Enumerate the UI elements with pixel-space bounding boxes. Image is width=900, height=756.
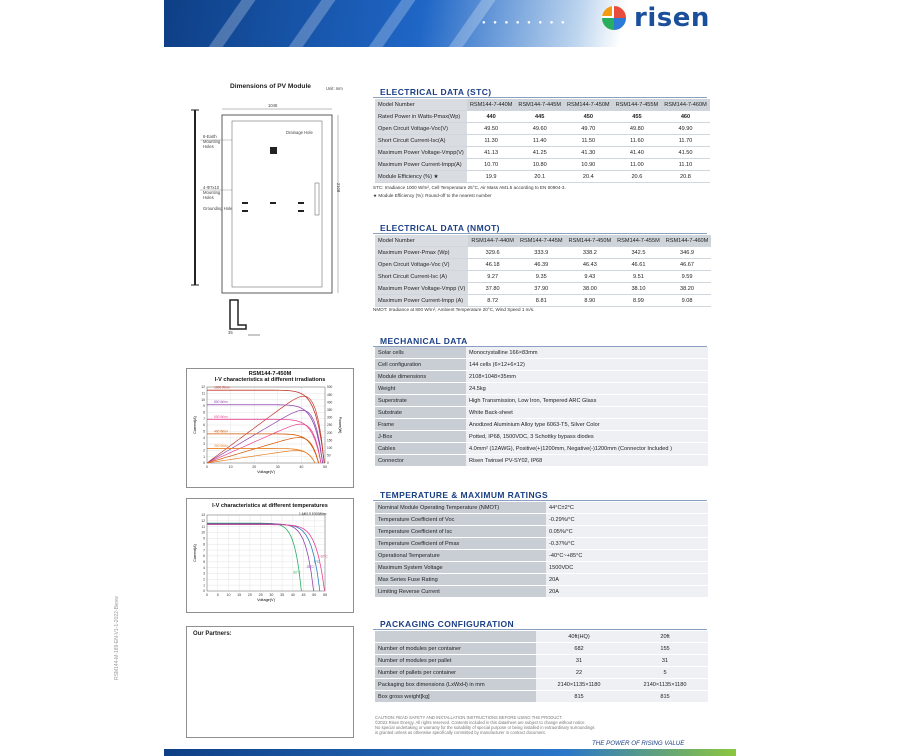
temperature-title: TEMPERATURE & MAXIMUM RATINGS (380, 490, 549, 500)
y-tick-label: 10 (201, 397, 205, 402)
row-value: 31 (622, 655, 708, 667)
table-row (375, 431, 708, 443)
row-label: Maximum Power Current-Impp(A) (375, 159, 467, 171)
row-value: 41.25 (515, 147, 564, 159)
row-label: Maximum Power Current-Impp (A) (375, 295, 468, 307)
table-header-row (375, 99, 710, 111)
caution-text (375, 715, 595, 735)
row-value: 455 (613, 111, 662, 123)
row-value: 9.35 (517, 271, 566, 283)
row-label: Number of modules per pallet (375, 655, 536, 667)
series-line (207, 524, 320, 591)
table-row (375, 586, 708, 598)
row-label: Temperature Coefficient of Isc (375, 526, 546, 538)
footer-bar (164, 749, 736, 756)
y2-tick-label: 250 (327, 423, 333, 428)
partners-box (186, 626, 354, 738)
row-value: 20A (546, 586, 708, 598)
row-value: 41.40 (613, 147, 662, 159)
y-tick-label: 9 (203, 536, 205, 541)
row-label: Maximum System Voltage (375, 562, 546, 574)
brand-logo (600, 3, 710, 33)
row-value: 445 (515, 111, 564, 123)
irradiation-chart-panel (186, 368, 354, 488)
chart1-subtitle: I-V characteristics at different irradiations (214, 377, 326, 383)
table-row (375, 643, 708, 655)
table-row (375, 455, 708, 467)
row-value: 11.40 (515, 135, 564, 147)
row-value: 31 (536, 655, 622, 667)
y-tick-label: 12 (201, 519, 205, 524)
row-label: Maximum Power Voltage-Vmpp(V) (375, 147, 467, 159)
series-annotation: -10°C (319, 554, 328, 559)
table-row (375, 443, 708, 455)
table-row (375, 574, 708, 586)
y-tick-label: 3 (203, 571, 205, 576)
caution-line: is granted unless as otherwise specifically committed by manufacturer in contract document. (375, 730, 546, 735)
table-row (375, 419, 708, 431)
row-value: High Transmission, Low Iron, Tempered ARC Glass (466, 395, 708, 407)
callout-drainage: Drainage Hole (286, 130, 313, 135)
row-value: 1500VDC (546, 562, 708, 574)
y-tick-label: 9 (203, 404, 205, 409)
y-tick-label: 7 (203, 548, 205, 553)
dot-row: ● ● ● ● ● ● ● ● (482, 20, 568, 26)
row-value: 9.51 (614, 271, 663, 283)
stc-table (375, 99, 710, 183)
row-value: 46.18 (468, 259, 517, 271)
row-label: Maximum Power-Pmax (Wp) (375, 247, 468, 259)
series-line (207, 525, 325, 591)
table-row (375, 259, 711, 271)
risen-logo-icon (600, 4, 628, 32)
series-annotation: 25°C (306, 565, 314, 570)
row-value: 38.10 (614, 283, 663, 295)
x-tick-label: 20 (247, 593, 252, 597)
row-label: Limiting Reverse Current (375, 586, 546, 598)
callout-earth-holes: 8-Earth Mounting Holes (203, 134, 221, 149)
row-value: -0.29%/°C (546, 514, 708, 526)
x-tick-label: 55 (323, 593, 327, 597)
row-value: 37.90 (517, 283, 566, 295)
row-value: Monocrystalline 166×83mm (466, 347, 708, 359)
row-label: Maximum Power Voltage-Vmpp (V) (375, 283, 468, 295)
row-value: 460 (661, 111, 710, 123)
row-value: 9.43 (566, 271, 615, 283)
row-label: Open Circuit Voltage-Voc(V) (375, 123, 467, 135)
temperature-chart (187, 509, 353, 609)
row-label: Packaging box dimensions (LxWxH) in mm (375, 679, 536, 691)
row-value: 8.72 (468, 295, 517, 307)
y2-tick-label: 150 (327, 438, 333, 443)
table-row (375, 283, 711, 295)
series-line (207, 523, 301, 591)
y-tick-label: 3 (203, 442, 205, 447)
row-label: Superstrate (375, 395, 466, 407)
row-label: Solar cells (375, 347, 466, 359)
temperature-table (375, 502, 708, 598)
table-row (375, 347, 708, 359)
y2-tick-label: 50 (327, 453, 331, 458)
table-row (375, 395, 708, 407)
table-row (375, 407, 708, 419)
table-row (375, 171, 710, 183)
table-row (375, 679, 708, 691)
row-label: Cables (375, 443, 466, 455)
temperature-chart-panel (186, 498, 354, 613)
row-value: 10.80 (515, 159, 564, 171)
y-tick-label: 12 (201, 385, 205, 390)
row-value: 338.2 (566, 247, 615, 259)
y-tick-label: 0 (203, 461, 205, 466)
row-value: Risen Twinsel PV-SY02, IP68 (466, 455, 708, 467)
y2-tick-label: 450 (327, 392, 333, 397)
row-value: 38.00 (566, 283, 615, 295)
series-annotation: 5°C (313, 559, 320, 564)
x-axis-label: Voltage(V) (257, 598, 275, 602)
row-value: 2140×1135×1180 (622, 679, 708, 691)
y2-axis-label: Power(W) (338, 416, 342, 434)
x-tick-label: 20 (252, 465, 257, 469)
row-value: 24.5kg (466, 383, 708, 395)
tagline: THE POWER OF RISING VALUE (592, 740, 685, 747)
row-value: 41.30 (564, 147, 613, 159)
row-value: 49.50 (467, 123, 516, 135)
x-tick-label: 35 (280, 593, 285, 597)
y2-tick-label: 100 (327, 446, 333, 450)
x-tick-label: 45 (301, 593, 306, 597)
row-value: 155 (622, 643, 708, 655)
x-tick-label: 0 (206, 593, 208, 597)
x-tick-label: 50 (312, 593, 317, 597)
nmot-title: ELECTRICAL DATA (NMOT) (380, 223, 500, 233)
header-cell: RSM144-7-450M (566, 235, 615, 247)
header-cell: RSM144-7-460M (663, 235, 712, 247)
table-row (375, 123, 710, 135)
row-value: 46.67 (663, 259, 712, 271)
x-tick-label: 0 (206, 465, 208, 469)
y2-tick-label: 350 (327, 408, 333, 412)
row-label: Connector (375, 455, 466, 467)
row-value: -0.37%/°C (546, 538, 708, 550)
y2-tick-label: 300 (327, 415, 333, 420)
row-value: 20A (546, 574, 708, 586)
caution-line: ©2022 Risen Energy. All rights reserved. Contents included in this datasheet are subject to change without notice. (375, 720, 586, 725)
row-value: 10.70 (467, 159, 516, 171)
row-value: 0.05%/°C (546, 526, 708, 538)
table-row (375, 502, 708, 514)
row-label: Module dimensions (375, 371, 466, 383)
table-row (375, 111, 710, 123)
y-tick-label: 1 (203, 454, 205, 459)
row-value: 46.43 (566, 259, 615, 271)
row-value: 682 (536, 643, 622, 655)
row-value: 11.30 (467, 135, 516, 147)
table-row (375, 359, 708, 371)
x-tick-label: 10 (226, 593, 231, 597)
x-tick-label: 40 (299, 465, 304, 469)
row-label: Number of pallets per container (375, 667, 536, 679)
header-cell: Model Number (375, 235, 468, 247)
y-tick-label: 4 (203, 565, 205, 570)
y-axis-label: Current(A) (193, 544, 197, 562)
callout-grounding: Grounding Hole (203, 206, 233, 211)
row-value: -40°C~+85°C (546, 550, 708, 562)
row-label: Module Efficiency (%) ★ (375, 171, 467, 183)
row-value: 49.80 (613, 123, 662, 135)
row-label: Substrate (375, 407, 466, 419)
series-annotation: 1000 W/m² (214, 385, 230, 390)
header-cell: 40ft(HQ) (536, 631, 622, 643)
row-label: Cell configuration (375, 359, 466, 371)
row-label: Short Circuit Current-Isc (A) (375, 271, 468, 283)
header-cell: RSM144-7-460M (661, 99, 710, 111)
table-row (375, 295, 711, 307)
row-label: Short Circuit Current-Isc(A) (375, 135, 467, 147)
table-row (375, 271, 711, 283)
header-cell: Model Number (375, 99, 467, 111)
dim-width: 1048 (268, 103, 278, 108)
row-label: Rated Power in Watts-Pmax(Wp) (375, 111, 467, 123)
row-label: Temperature Coefficient of Pmax (375, 538, 546, 550)
table-row (375, 371, 708, 383)
row-value: 20.6 (613, 171, 662, 183)
chart1-title: RSM144-7-450M (248, 371, 292, 377)
row-label: Temperature Coefficient of Voc (375, 514, 546, 526)
row-label: Frame (375, 419, 466, 431)
dimensions-unit: Unit: mm (326, 86, 343, 91)
y-tick-label: 13 (201, 513, 205, 518)
table-row (375, 247, 711, 259)
y-tick-label: 5 (203, 429, 205, 434)
callout-mounting-holes: 4-Φ7x10 Mounting Holes (203, 185, 221, 200)
row-value: 38.20 (663, 283, 712, 295)
table-row (375, 562, 708, 574)
chart2-legend-note: 1.AM1.5 1000W/m² (299, 512, 327, 516)
row-value: 19.9 (467, 171, 516, 183)
nmot-table (375, 235, 711, 307)
y2-tick-label: 200 (327, 430, 333, 435)
row-value: 11.10 (661, 159, 710, 171)
header-cell: RSM144-7-445M (515, 99, 564, 111)
table-header-row (375, 631, 708, 643)
y2-tick-label: 0 (327, 461, 329, 466)
y-axis-label: Current(A) (193, 416, 197, 434)
mechanical-table (375, 347, 708, 467)
table-row (375, 159, 710, 171)
dim-height: 2108 (336, 182, 342, 193)
header-cell: RSM144-7-440M (467, 99, 516, 111)
y-tick-label: 4 (203, 435, 205, 440)
packaging-rule (373, 629, 707, 630)
row-label: Operational Temperature (375, 550, 546, 562)
stc-rule (373, 97, 707, 98)
row-label: Weight (375, 383, 466, 395)
x-tick-label: 40 (290, 593, 295, 597)
row-value: 11.70 (661, 135, 710, 147)
row-value: 20.1 (515, 171, 564, 183)
y-tick-label: 8 (203, 542, 205, 547)
brand-name: risen (634, 3, 710, 33)
series-line (207, 524, 314, 591)
stc-title: ELECTRICAL DATA (STC) (380, 87, 492, 97)
row-value: 333.9 (517, 247, 566, 259)
x-axis-label: Voltage(V) (257, 470, 275, 474)
row-value: 11.00 (613, 159, 662, 171)
x-tick-label: 30 (275, 465, 280, 469)
x-tick-label: 30 (269, 593, 274, 597)
header-cell: RSM144-7-450M (564, 99, 613, 111)
row-value: 37.80 (468, 283, 517, 295)
irradiation-chart (187, 383, 353, 481)
y-tick-label: 0 (203, 589, 205, 594)
mechanical-title: MECHANICAL DATA (380, 336, 468, 346)
nmot-rule (373, 233, 707, 234)
series-annotation: 200 W/m² (214, 443, 228, 448)
y-tick-label: 6 (203, 554, 205, 559)
x-tick-label: 10 (228, 465, 233, 469)
packaging-table (375, 631, 708, 703)
table-row (375, 514, 708, 526)
row-value: Anodized Aluminium Alloy type 6063-T5, Silver Color (466, 419, 708, 431)
header-cell: RSM144-7-445M (517, 235, 566, 247)
table-row (375, 383, 708, 395)
x-tick-label: 50 (323, 465, 327, 469)
table-header-row (375, 235, 711, 247)
partners-title: Our Partners: (193, 631, 232, 637)
row-value: 44°C±2°C (546, 502, 708, 514)
row-value: 9.08 (663, 295, 712, 307)
header-cell: RSM144-7-440M (468, 235, 517, 247)
y-tick-label: 11 (201, 391, 205, 396)
table-row (375, 667, 708, 679)
stc-note-2: ★ Module Efficiency (%): Round-off to the nearest number (373, 193, 492, 198)
row-label: Nominal Module Operating Temperature (NMOT) (375, 502, 546, 514)
series-line (207, 419, 321, 463)
y2-tick-label: 400 (327, 400, 333, 405)
y-tick-label: 2 (203, 577, 205, 582)
table-row (375, 691, 708, 703)
y-tick-label: 7 (203, 416, 205, 421)
row-label: J-Box (375, 431, 466, 443)
row-value: 5 (622, 667, 708, 679)
table-row (375, 655, 708, 667)
row-value: 4.0mm² (12AWG), Positive(+)1200mm, Negative(-)1200mm (Connector Included ) (466, 443, 708, 455)
table-row (375, 538, 708, 550)
chart2-title: I-V characteristics at different temperatures (212, 503, 328, 509)
dim-thickness: 35 (228, 330, 233, 335)
temperature-rule (373, 500, 707, 501)
series-annotation: 800 W/m² (214, 400, 228, 405)
row-value: 49.70 (564, 123, 613, 135)
row-value: 46.61 (614, 259, 663, 271)
table-row (375, 550, 708, 562)
y-tick-label: 2 (203, 448, 205, 453)
row-value: 22 (536, 667, 622, 679)
row-label: Number of modules per container (375, 643, 536, 655)
stc-note-1: STC: Irradiance 1000 W/m², Cell Temperature 25°C, Air Mass AM1.5 according to EN 60904-3. (373, 185, 566, 190)
row-value: 11.60 (613, 135, 662, 147)
row-value: 9.27 (468, 271, 517, 283)
row-value: 8.99 (614, 295, 663, 307)
nmot-note: NMOT: Irradiance at 800 W/m², Ambient Temperature 20°C, Wind Speed 1 m/s. (373, 307, 535, 312)
row-value: 11.50 (564, 135, 613, 147)
header-cell: 20ft (622, 631, 708, 643)
header-cell: RSM144-7-455M (614, 235, 663, 247)
caution-line: No special undertaking or warranty for the suitability of special purpose or being installed in extraordinary surroundings (375, 725, 595, 730)
table-row (375, 147, 710, 159)
y-tick-label: 5 (203, 559, 205, 564)
x-tick-label: 5 (216, 593, 219, 597)
row-value: 450 (564, 111, 613, 123)
row-value: 8.81 (517, 295, 566, 307)
row-value: 815 (536, 691, 622, 703)
row-label: Open Circuit Voltage-Voc (V) (375, 259, 468, 271)
x-tick-label: 15 (237, 593, 242, 597)
dimensions-title: Dimensions of PV Module (230, 83, 311, 90)
row-value: 8.90 (566, 295, 615, 307)
row-value: 815 (622, 691, 708, 703)
y-tick-label: 8 (203, 410, 205, 415)
header-cell: RSM144-7-455M (613, 99, 662, 111)
packaging-title: PACKAGING CONFIGURATION (380, 619, 515, 629)
row-value: 346.9 (663, 247, 712, 259)
row-value: 41.13 (467, 147, 516, 159)
row-value: 440 (467, 111, 516, 123)
row-value: White Back-sheet (466, 407, 708, 419)
y-tick-label: 1 (203, 583, 205, 588)
table-row (375, 526, 708, 538)
doc-code: RSM144-M-189-EN-V1-1-2022-Bievw (114, 596, 120, 680)
row-value: 49.90 (661, 123, 710, 135)
row-value: 2140×1135×1180 (536, 679, 622, 691)
row-value: 2108×1048×35mm (466, 371, 708, 383)
series-annotation: 600 W/m² (214, 414, 228, 419)
y-tick-label: 10 (201, 530, 205, 535)
row-value: 20.8 (661, 171, 710, 183)
row-value: 10.90 (564, 159, 613, 171)
row-value: 342.5 (614, 247, 663, 259)
row-value: 329.6 (468, 247, 517, 259)
series-annotation: 60°C (293, 570, 301, 575)
row-value: 46.39 (517, 259, 566, 271)
y-tick-label: 6 (203, 423, 205, 428)
row-value: 20.4 (564, 171, 613, 183)
x-tick-label: 25 (258, 593, 263, 597)
row-value: 49.60 (515, 123, 564, 135)
y2-tick-label: 500 (327, 385, 333, 390)
y-tick-label: 11 (201, 524, 205, 529)
module-drawing (180, 95, 370, 345)
header-cell (375, 631, 536, 643)
row-value: 9.59 (663, 271, 712, 283)
caution-line: CAUTION: READ SAFETY AND INSTALLATION INSTRUCTIONS BEFORE USING THE PRODUCT. (375, 715, 563, 720)
series-annotation: 400 W/m² (214, 429, 228, 434)
row-label: Max Series Fuse Rating (375, 574, 546, 586)
table-row (375, 135, 710, 147)
row-value: 41.50 (661, 147, 710, 159)
row-label: Box gross weight[kg] (375, 691, 536, 703)
row-value: 144 cells (6×12+6×12) (466, 359, 708, 371)
row-value: Potted, IP68, 1500VDC, 3 Schottky bypass diodes (466, 431, 708, 443)
